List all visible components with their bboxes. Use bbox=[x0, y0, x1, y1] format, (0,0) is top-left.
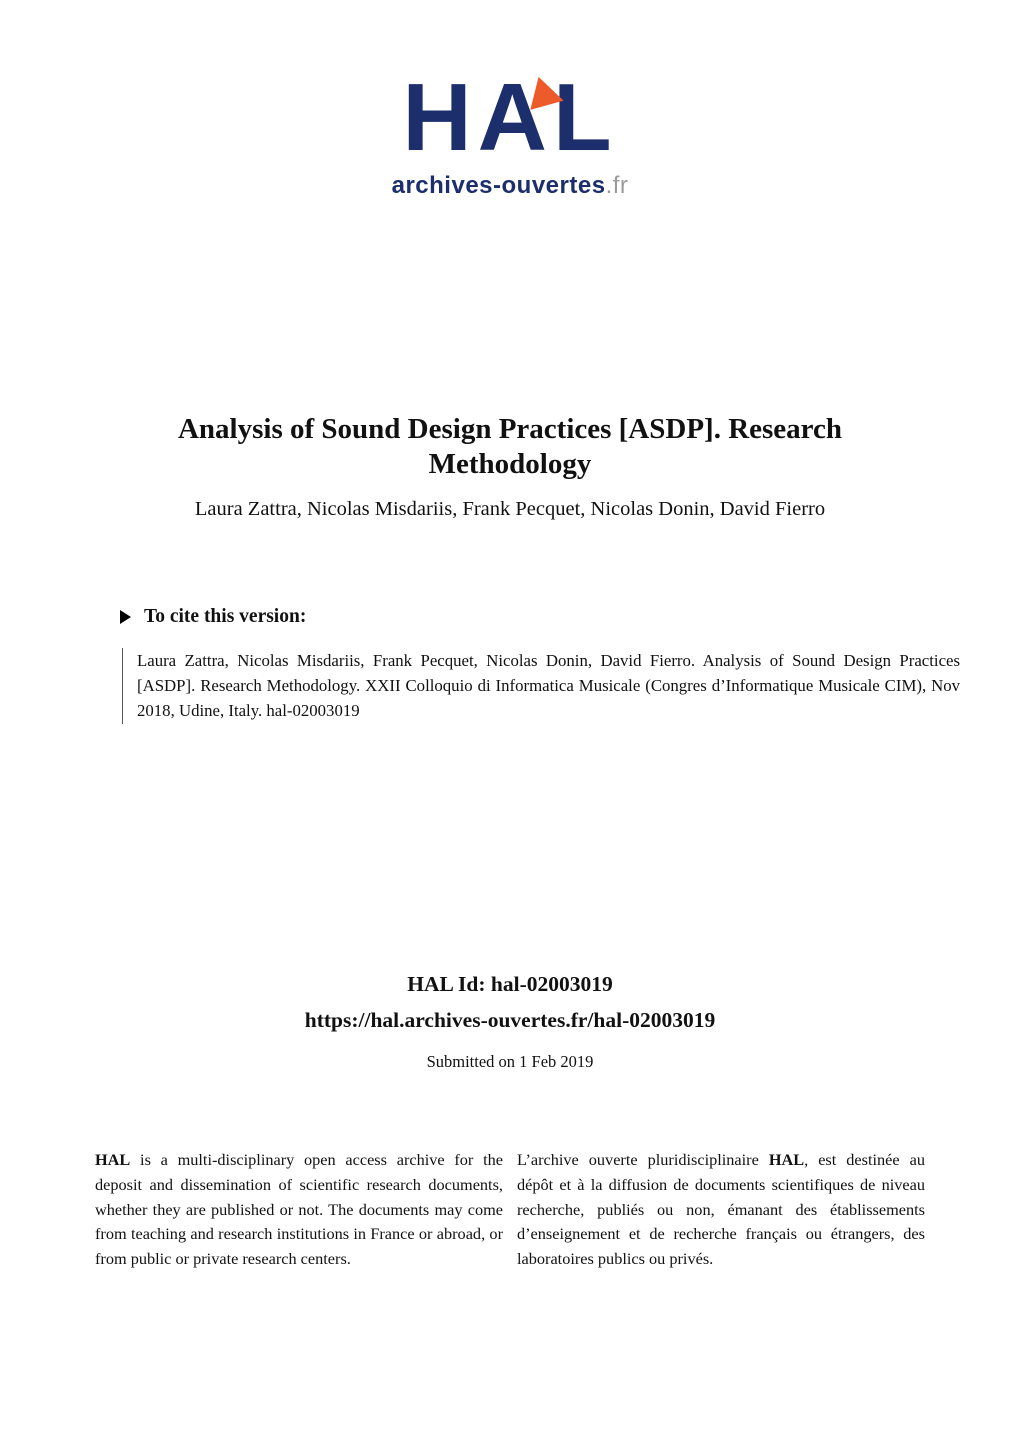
about-english-text: is a multi-disciplinary open access archive for the deposit and dissemination of scientific research documents, whether they are published or not. The documents may come from teaching and research institutions in France or abroad, or from public or private research centers. bbox=[95, 1150, 503, 1269]
hal-url-line bbox=[0, 1008, 1020, 1033]
cite-heading-label: To cite this version: bbox=[144, 606, 307, 627]
citation-block: Laura Zattra, Nicolas Misdariis, Frank Pecquet, Nicolas Donin, David Fierro. Analysis of Sound Design Practices [ASDP]. Research Methodology. XXII Colloquio di Informatica Musicale (Congres d’Informatique Musicale CIM), Nov 2018, Udine, Italy. hal-02003019 bbox=[122, 648, 960, 724]
submission-date: Submitted on 1 Feb 2019 bbox=[426, 1052, 594, 1071]
about-english-bold: HAL bbox=[95, 1150, 131, 1169]
about-french-text: , est destinée au dépôt et à la diffusion de documents scientifiques de niveau recherche, publiés ou non, émanant des établissements d’enseignement et de recherche français ou étrangers, des laboratoires publics ou privés. bbox=[517, 1150, 925, 1269]
hal-id-line: HAL Id: hal-02003019 bbox=[407, 972, 613, 996]
hal-logo bbox=[0, 64, 1020, 200]
hal-logo-text: HAL bbox=[402, 64, 618, 171]
about-french-bold: HAL bbox=[768, 1150, 805, 1169]
about-french-paragraph bbox=[517, 1148, 925, 1272]
about-section bbox=[95, 1148, 925, 1272]
hal-logo-subtitle-main: archives-ouvertes bbox=[391, 172, 606, 199]
hal-logo-subtitle bbox=[0, 172, 1020, 200]
cite-bullet-triangle-icon bbox=[120, 610, 131, 624]
hal-url-link[interactable]: https://hal.archives-ouvertes.fr/hal-02003019 bbox=[304, 1008, 716, 1032]
about-french-pre: L’archive ouverte pluridisciplinaire bbox=[517, 1150, 769, 1169]
cite-heading bbox=[120, 606, 306, 628]
hal-logo-wordmark bbox=[402, 64, 618, 171]
hal-logo-subtitle-tld: .fr bbox=[605, 172, 629, 199]
paper-title: Analysis of Sound Design Practices [ASDP]. Research Methodology bbox=[177, 413, 843, 481]
about-english-paragraph bbox=[95, 1148, 503, 1272]
paper-authors: Laura Zattra, Nicolas Misdariis, Frank Pecquet, Nicolas Donin, David Fierro bbox=[194, 498, 826, 520]
